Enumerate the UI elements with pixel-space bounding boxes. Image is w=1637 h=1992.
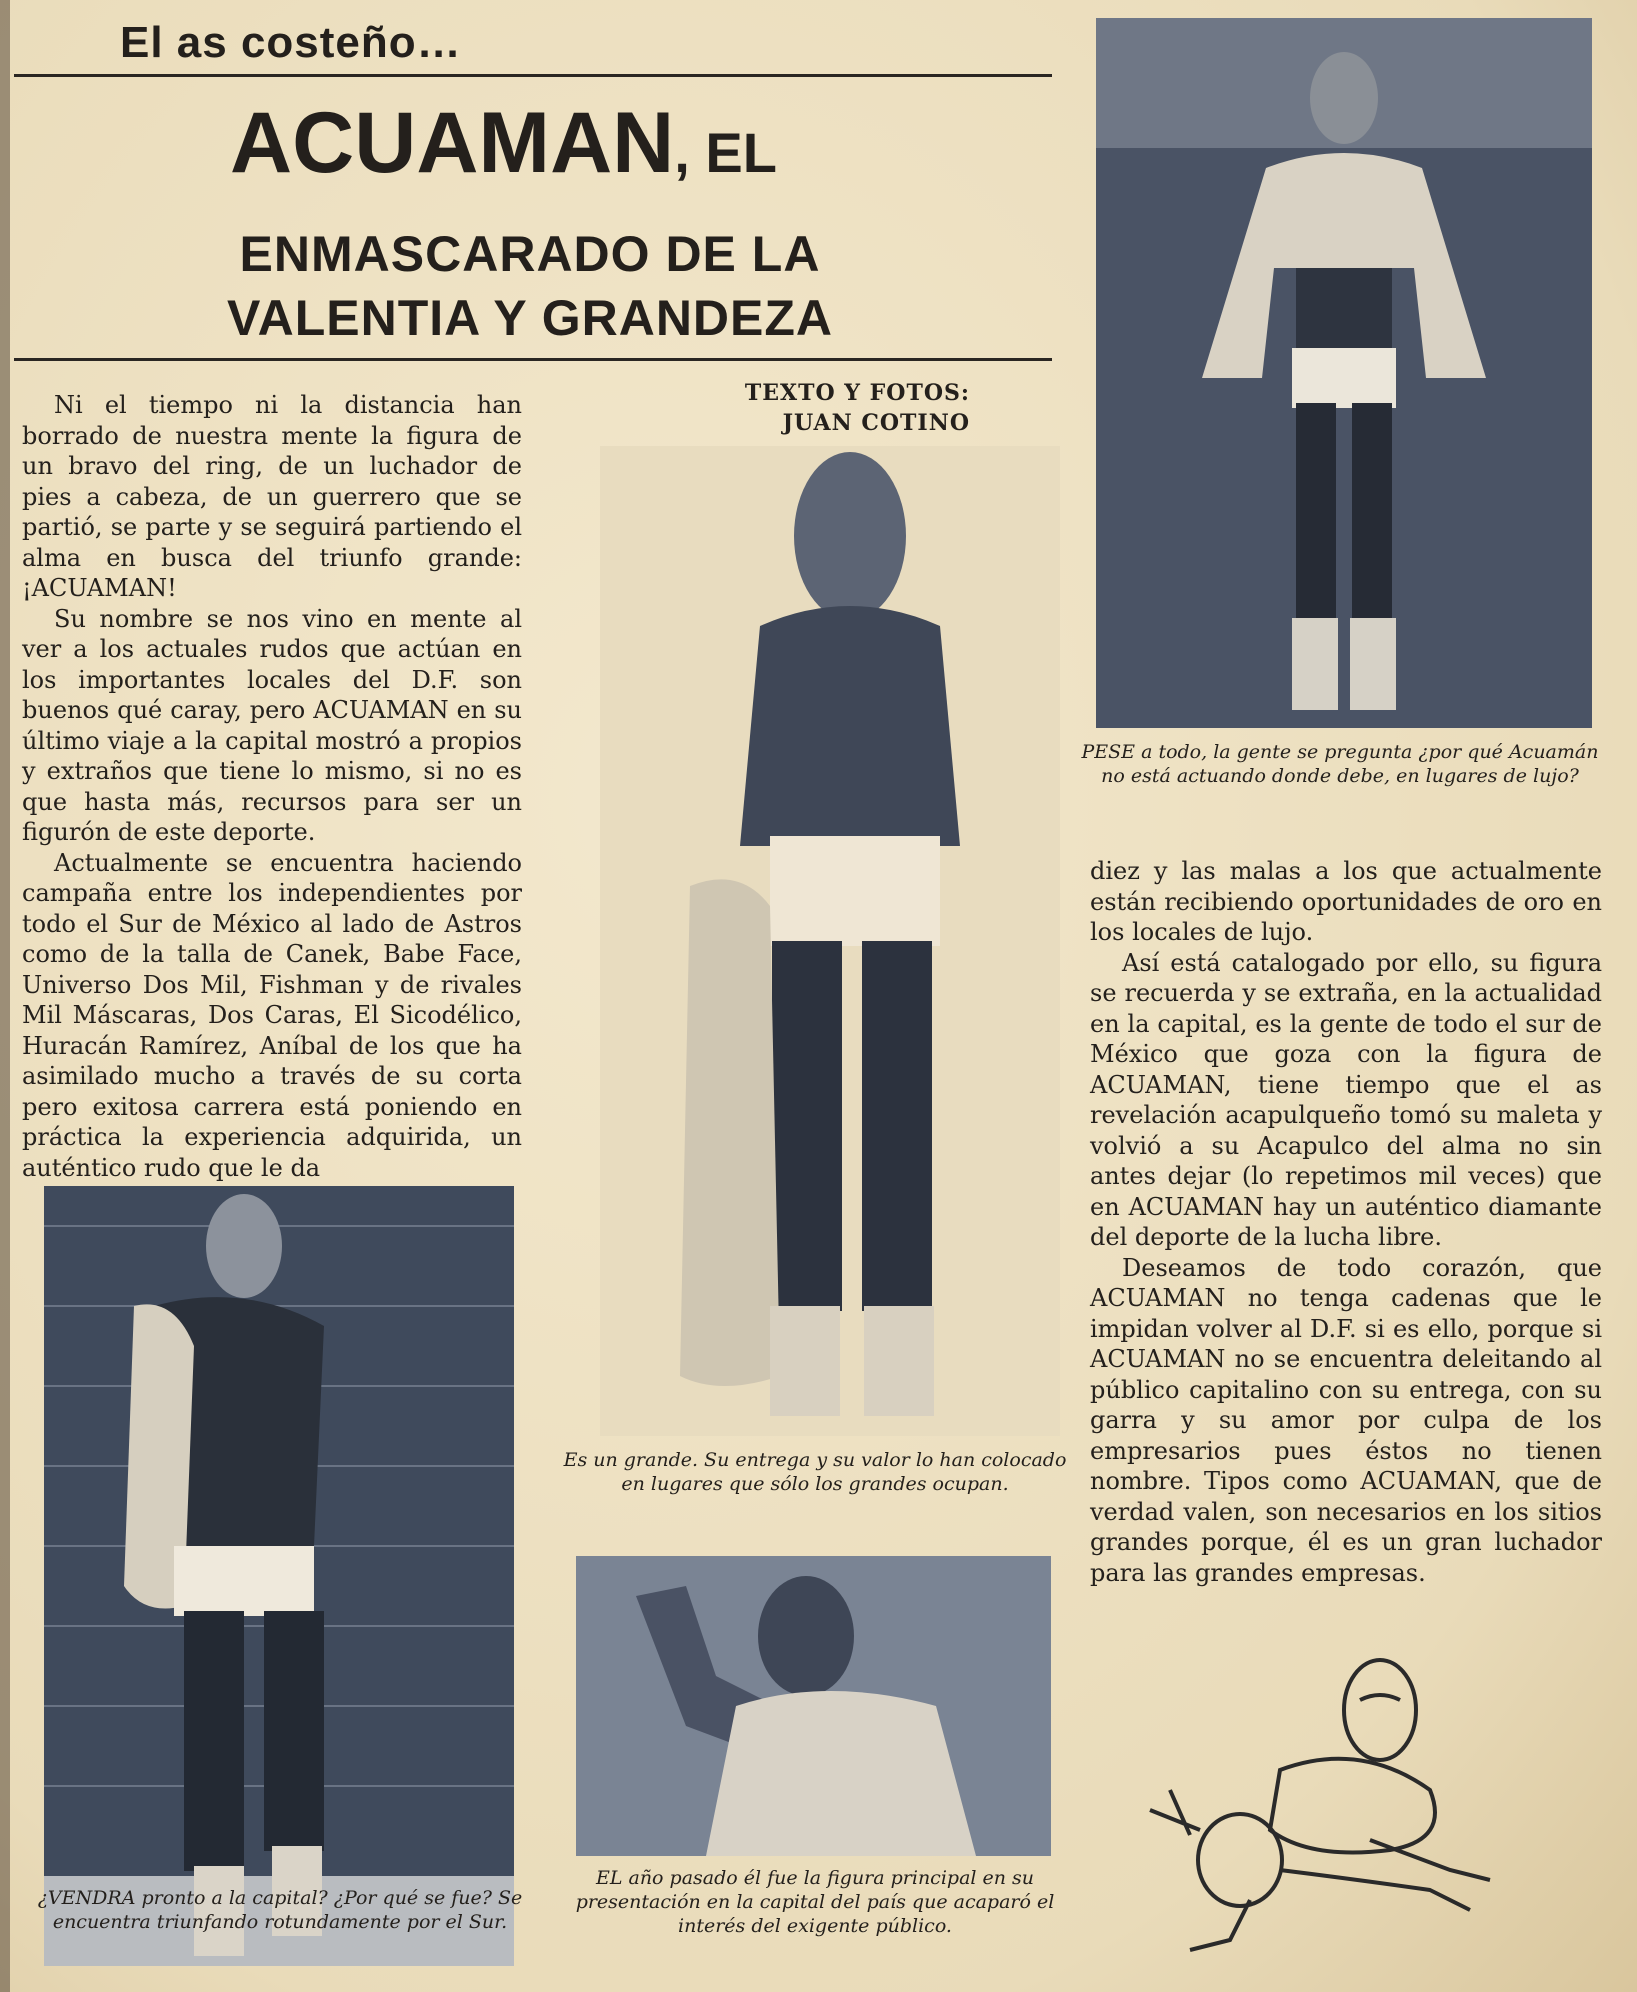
top-rule: [14, 74, 1052, 77]
paragraph: Ni el tiempo ni la distancia han borrado de nuestra mente la figura de un bravo del ring, de un luchador de pies a cabeza, de un guerrero que se partió, se parte y se seguirá partiendo el alma en busca del triunfo grande: ¡ACUAMAN!: [22, 391, 522, 602]
caption-bottom-center: EL año pasado él fue la figura principal en su presentación en la capital del país que acaparó el interés del exigente público.: [575, 1867, 1055, 1937]
article-right-column: [1090, 856, 1602, 1588]
paragraph: Su nombre se nos vino en mente al ver a los actuales rudos que actúan en los importantes locales del D.F. son buenos qué caray, pero ACUAMAN en su último viaje a la capital mostró a propios y extraños que tiene lo mismo, si no es que hasta más, recursos para ser un figurón de este deporte.: [22, 604, 522, 846]
paragraph: Deseamos de todo corazón, que ACUAMAN no tenga cadenas que le impidan volver al D.F. si es ello, porque si ACUAMAN no se encuentra deleitando al público capitalino con su entrega, con su garra y su amor por culpa de los empresarios pues éstos no tienen nombre. Tipos como ACUAMAN, que de verdad valen, son necesarios en los sitios grandes porque, él es un gran luchador para las grandes empresas.: [1090, 1253, 1602, 1587]
paragraph: Así está catalogado por ello, su figura se recuerda y se extraña, en la actualidad en la capital, es la gente de todo el sur de México que goza con la figura de ACUAMAN, tiene tiempo que el as revelación acapulqueño tomó su maleta y volvió a su Acapulco del alma no sin antes dejar (lo repetimos mil veces) que en ACUAMAN hay un auténtico diamante del deporte de la lucha libre.: [1090, 948, 1602, 1251]
kicker: El as costeño…: [120, 18, 462, 67]
byline: [680, 378, 970, 438]
photo-wrestler-flexing: [576, 1556, 1051, 1856]
paragraph: diez y las malas a los que actualmente están recibiendo oportunidades de oro en los locales de lujo.: [1090, 857, 1602, 946]
wrestling-cartoon-illustration: [1130, 1640, 1510, 1960]
photo-wrestler-center: [600, 446, 1060, 1436]
headline-bottom-rule: [14, 358, 1052, 361]
caption-top-right: PESE a todo, la gente se pregunta ¿por qué Acuamán no está actuando donde debe, en lugares de lujo?: [1081, 741, 1599, 787]
caption-bottom-left: ¿VENDRA pronto a la capital? ¿Por qué se fue? Se encuentra triunfando rotundamente por el Sur.: [37, 1887, 523, 1933]
photo-wrestler-fence: [44, 1186, 514, 1966]
headline-main-word: ACUAMAN: [230, 95, 675, 191]
headline-line2: ENMASCARADO DE LA: [239, 226, 821, 282]
headline-el: , EL: [674, 121, 777, 184]
headline-subtitle: [80, 222, 980, 350]
article-left-column: [22, 390, 522, 1183]
caption-center: Es un grande. Su entrega y su valor lo han colocado en lugares que sólo los grandes ocupan.: [563, 1449, 1067, 1495]
page-binding-edge: [0, 0, 10, 1992]
headline-line3: VALENTIA Y GRANDEZA: [226, 290, 834, 346]
headline-line1: [230, 95, 777, 191]
photo-wrestler-standing: [1096, 18, 1592, 728]
byline-author: JUAN COTINO: [782, 410, 970, 436]
paragraph: Actualmente se encuentra haciendo campaña entre los independientes por todo el Sur de México al lado de Astros como de la talla de Canek, Babe Face, Universo Dos Mil, Fishman y de rivales Mil Máscaras, Dos Caras, El Sicodélico, Huracán Ramírez, Aníbal de los que ha asimilado mucho a través de su corta pero exitosa carrera está poniendo en práctica la experiencia adquirida, un auténtico rudo que le da: [22, 848, 522, 1182]
byline-label: TEXTO Y FOTOS:: [744, 380, 970, 406]
